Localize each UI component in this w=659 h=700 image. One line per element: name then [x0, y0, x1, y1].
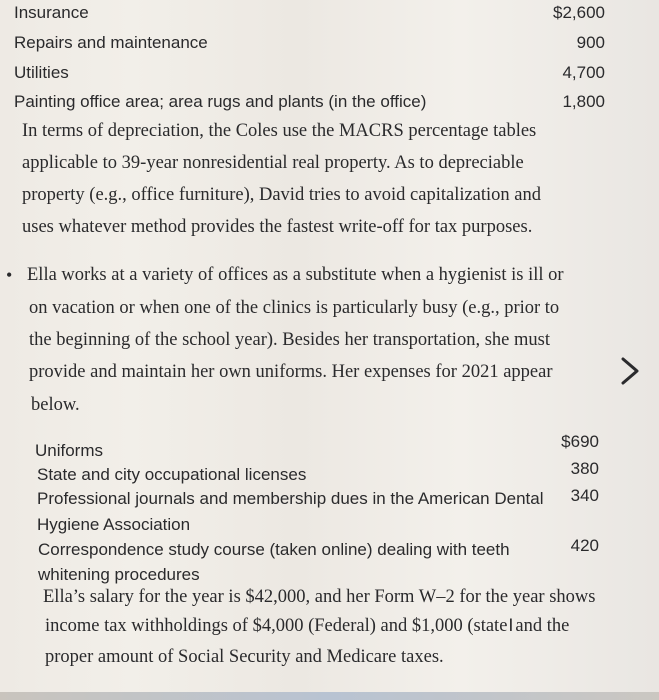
bottom-divider [0, 692, 659, 700]
ella-line-3: the beginning of the school year). Besides her transportation, she must [29, 330, 550, 350]
depreciation-line-2: applicable to 39-year nonresidential real property. As to depreciable [22, 153, 524, 173]
expense-amount-repairs: 900 [576, 33, 605, 52]
ella-expense-amount-course: 420 [570, 536, 599, 555]
salary-line-2-text: income tax withholdings of $4,000 (Federal) and $1,000 (state [45, 616, 508, 636]
expense-label-repairs: Repairs and maintenance [14, 33, 208, 52]
ella-line-2: on vacation or when one of the clinics is particularly busy (e.g., prior to [29, 298, 560, 318]
salary-line-2-tail: and the [515, 616, 570, 636]
expense-amount-insurance: $2,600 [553, 3, 605, 22]
ella-expense-amount-uniforms: $690 [561, 432, 599, 451]
ella-expense-amount-journals: 340 [570, 486, 599, 505]
ella-line-4: provide and maintain her own uniforms. Her expenses for 2021 appear [29, 362, 553, 382]
depreciation-line-4: uses whatever method provides the fastest write-off for tax purposes. [22, 217, 533, 237]
ella-expense-label-journals-2: Hygiene Association [37, 515, 191, 534]
ella-line-1: Ella works at a variety of offices as a substitute when a hygienist is ill or [27, 265, 564, 285]
expense-amount-painting: 1,800 [562, 92, 605, 111]
depreciation-line-1: In terms of depreciation, the Coles use the MACRS percentage tables [22, 121, 537, 141]
text-cursor-icon: I [508, 616, 514, 636]
depreciation-line-3: property (e.g., office furniture), David tries to avoid capitalization and [22, 185, 542, 205]
salary-line-2 [45, 615, 569, 637]
ella-expense-amount-licenses: 380 [570, 459, 599, 478]
ella-line-5: below. [31, 395, 80, 415]
salary-line-1: Ella’s salary for the year is $42,000, and her Form W–2 for the year shows [43, 587, 596, 607]
ella-expense-label-licenses: State and city occupational licenses [37, 465, 307, 484]
expense-amount-utilities: 4,700 [562, 63, 605, 82]
salary-line-3: proper amount of Social Security and Medicare taxes. [45, 647, 444, 667]
ella-expense-label-journals-1: Professional journals and membership dues in the American Dental [37, 489, 544, 508]
expense-label-utilities: Utilities [14, 63, 69, 82]
expense-label-insurance: Insurance [14, 3, 89, 22]
ella-expense-label-course-2: whitening procedures [38, 565, 200, 584]
ella-expense-label-uniforms: Uniforms [35, 441, 104, 460]
bullet-marker: • [6, 265, 13, 285]
ella-expense-label-course-1: Correspondence study course (taken online) dealing with teeth [38, 540, 510, 559]
chevron-right-icon[interactable] [619, 356, 641, 386]
expense-label-painting: Painting office area; area rugs and plants (in the office) [14, 92, 427, 111]
